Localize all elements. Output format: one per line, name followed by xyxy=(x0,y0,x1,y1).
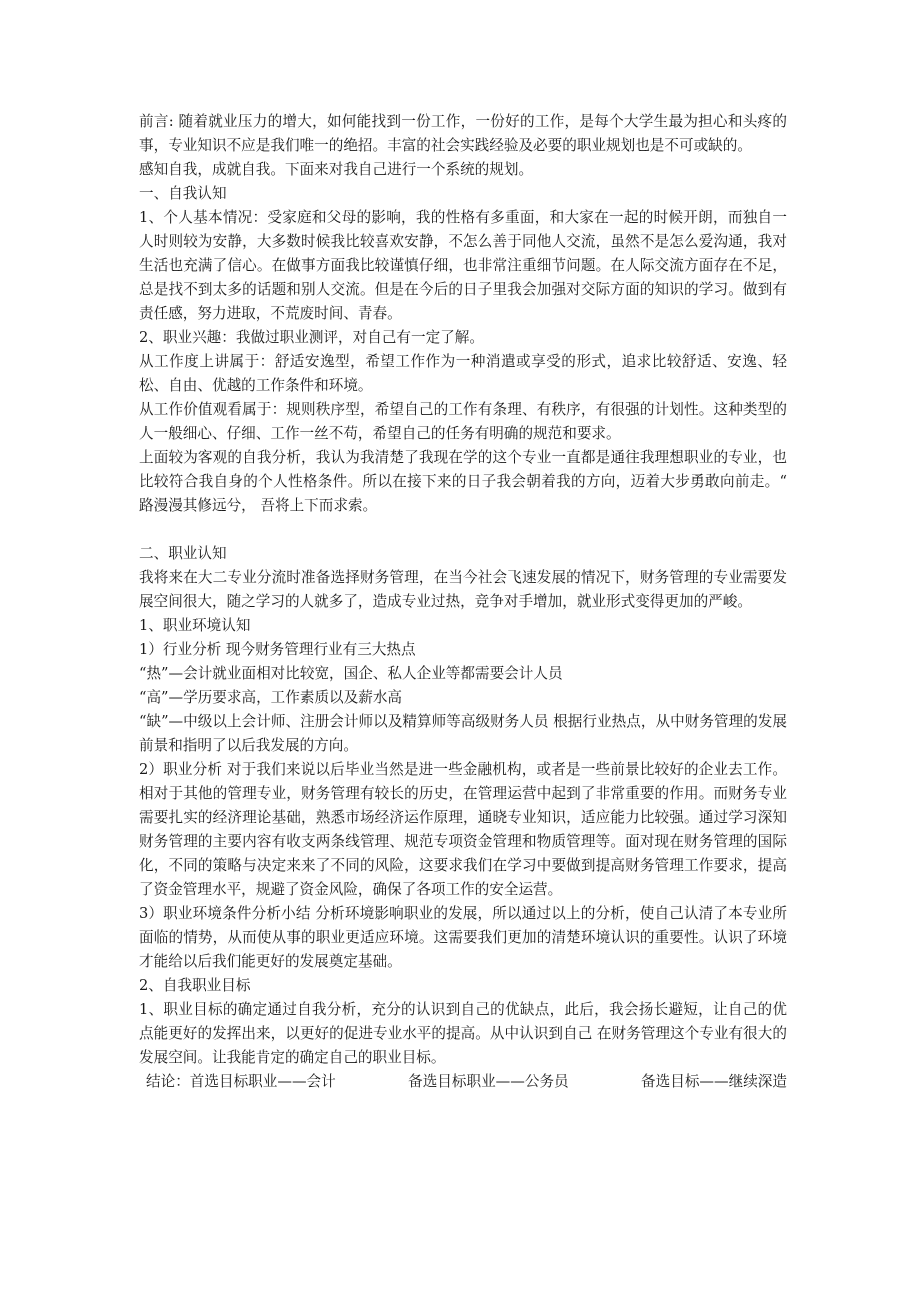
shortage-point-paragraph: “缺”—中级以上会计师、注册会计师以及精算师等高级财务人员 根据行业热点，从中财务管理的发展前景和指明了以后我发展的方向。 xyxy=(139,713,787,754)
career-interest-paragraph: 2、职业兴趣：我做过职业测评，对自己有一定了解。 xyxy=(139,329,484,346)
conclusion-line xyxy=(139,1070,787,1094)
career-goal-paragraph: 1、职业目标的确定通过自我分析，充分的认识到自己的优缺点，此后，我会扬长避短，让自己的优点能更好的发挥出来，以更好的促进专业水平的提高。从中认识到自己 在财务管理这个专业有很大的发展空间。让我能肯定的确定自己的职业目标。 xyxy=(139,1001,787,1066)
work-attitude-paragraph: 从工作度上讲属于：舒适安逸型，希望工作作为一种消遣或享受的形式，追求比较舒适、安逸、轻松、自由、优越的工作条件和环境。 xyxy=(139,353,787,394)
section-heading-self-cognition: 一、自我认知 xyxy=(139,185,227,202)
high-point-line: “高”—学历要求高，工作素质以及薪水高 xyxy=(139,689,403,706)
environment-summary-paragraph: 3）职业环境条件分析小结 分析环境影响职业的发展，所以通过以上的分析，使自己认清了本专业所面临的情势，从而使从事的职业更适应环境。这需要我们更加的清楚环境认识的重要性。认识了环境才能给以后我们能更好的发展奠定基础。 xyxy=(139,905,787,970)
document-page xyxy=(139,110,787,1094)
conclusion-first-choice: 结论：首选目标职业——会计 xyxy=(146,1073,336,1090)
personal-info-paragraph: 1、个人基本情况：受家庭和父母的影响，我的性格有多重面，和大家在一起的时候开朗，而独自一人时则较为安静，大多数时候我比较喜欢安静，不怎么善于同他人交流，虽然不是怎么爱沟通，我对生活也充满了信心。在做事方面我比较谨慎仔细，也非常注重细节问题。在人际交流方面存在不足，总是找不到太多的话题和别人交流。但是在今后的日子里我会加强对交际方面的知识的学习。做到有责任感，努力进取，不荒废时间、青春。 xyxy=(139,209,787,322)
intro-line: 感知自我，成就自我。下面来对我自己进行一个系统的规划。 xyxy=(139,161,534,178)
blank-line xyxy=(139,518,787,542)
conclusion-third-choice: 备选目标——继续深造 xyxy=(641,1073,787,1090)
conclusion-second-choice: 备选目标职业——公务员 xyxy=(408,1073,569,1090)
major-choice-paragraph: 我将来在大二专业分流时准备选择财务管理，在当今社会飞速发展的情况下，财务管理的专业需要发展空间很大，随之学习的人就多了，造成专业过热，竞争对手增加，就业形式变得更加的严峻。 xyxy=(139,569,787,610)
preface-paragraph: 前言: 随着就业压力的增大，如何能找到一份工作，一份好的工作，是每个大学生最为担心和头疼的事，专业知识不应是我们唯一的绝招。丰富的社会实践经验及必要的职业规划也是不可或缺的。 xyxy=(139,113,787,154)
subheading-career-goal: 2、自我职业目标 xyxy=(139,977,251,994)
hot-point-line: “热”—会计就业面相对比较宽，国企、私人企业等都需要会计人员 xyxy=(139,665,563,682)
industry-analysis-line: 1）行业分析 现今财务管理行业有三大热点 xyxy=(139,641,416,658)
self-analysis-summary-paragraph: 上面较为客观的自我分析，我认为我清楚了我现在学的这个专业一直都是通往我理想职业的专业，也比较符合我自身的个人性格条件。所以在接下来的日子我会朝着我的方向，迈着大步勇敢向前走。“ 路漫漫其修远兮， 吾将上下而求索。 xyxy=(139,449,787,514)
subheading-environment: 1、职业环境认知 xyxy=(139,617,251,634)
work-values-paragraph: 从工作价值观看属于：规则秩序型，希望自己的工作有条理、有秩序，有很强的计划性。这种类型的人一般细心、仔细、工作一丝不苟，希望自己的任务有明确的规范和要求。 xyxy=(139,401,787,442)
section-heading-career-cognition: 二、职业认知 xyxy=(139,545,227,562)
career-analysis-paragraph: 2）职业分析 对于我们来说以后毕业当然是进一些金融机构，或者是一些前景比较好的企业去工作。相对于其他的管理专业，财务管理有较长的历史，在管理运营中起到了非常重要的作用。而财务专业需要扎实的经济理论基础，熟悉市场经济运作原理，通晓专业知识，适应能力比较强。通过学习深知财务管理的主要内容有收支两条线管理、规范专项资金管理和物质管理等。面对现在财务管理的国际化，不同的策略与决定来来了不同的风险，这要求我们在学习中要做到提高财务管理工作要求，提高了资金管理水平，规避了资金风险，确保了各项工作的安全运营。 xyxy=(139,761,787,898)
